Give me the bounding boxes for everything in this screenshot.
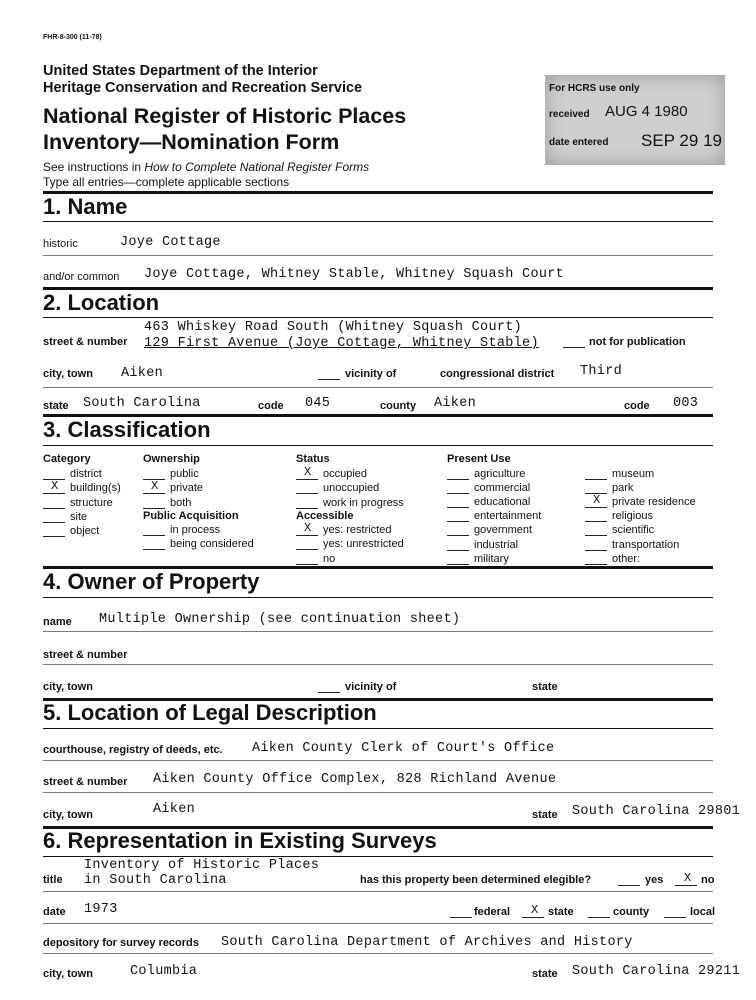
use1-option-3: entertainment — [474, 510, 542, 523]
survey-title-line-1[interactable]: Inventory of Historic Places — [84, 858, 320, 873]
category-checkbox-2[interactable] — [43, 508, 65, 509]
courthouse-label: courthouse, registry of deeds, etc. — [43, 744, 223, 756]
legal-state[interactable]: South Carolina 29801 — [572, 804, 741, 819]
divider — [43, 445, 713, 446]
survey-title-line-2[interactable]: in South Carolina — [84, 873, 227, 888]
status-option-2: work in progress — [323, 496, 404, 509]
acquisition-option-0: in process — [170, 524, 221, 536]
county-label: county — [380, 400, 417, 412]
acquisition-checkbox-0[interactable] — [143, 535, 165, 536]
accessible-mark-0: X — [304, 521, 312, 535]
divider — [43, 664, 713, 665]
survey-city[interactable]: Columbia — [130, 964, 198, 979]
code-label: code — [258, 400, 284, 412]
survey-date[interactable]: 1973 — [84, 902, 118, 917]
hcrs-use-stamp — [545, 75, 725, 165]
category-heading: Category — [43, 453, 91, 465]
divider — [43, 387, 713, 388]
city-town-label: city, town — [43, 368, 93, 380]
survey-date-label: date — [43, 906, 66, 918]
section-5-heading: 5. Location of Legal Description — [43, 700, 377, 725]
divider — [43, 923, 713, 924]
accessible-checkbox-2[interactable] — [296, 564, 318, 565]
acquisition-checkbox-1[interactable] — [143, 549, 165, 550]
divider — [43, 255, 713, 256]
survey-city-label: city, town — [43, 968, 93, 980]
section-3-heading: 3. Classification — [43, 417, 211, 442]
county-code[interactable]: 003 — [673, 396, 699, 411]
legal-city[interactable]: Aiken — [153, 802, 196, 817]
ownership-checkbox-1[interactable] — [143, 493, 165, 494]
vicinity-blank[interactable] — [318, 379, 340, 380]
common-name-label: and/or common — [43, 271, 120, 283]
ownership-option-1: private — [170, 482, 204, 495]
accessible-checkbox-0[interactable] — [296, 535, 318, 536]
form-title-line-1: National Register of Historic Places — [43, 104, 407, 128]
survey-state-label: state — [532, 968, 558, 980]
congressional-district-label: congressional district — [440, 368, 555, 380]
instructions-line-2: Type all entries—complete applicable sections — [43, 175, 290, 189]
accessible-option-0: yes: restricted — [323, 524, 392, 536]
federal-label: federal — [474, 906, 511, 918]
category-option-4: object — [70, 525, 100, 538]
divider — [43, 760, 713, 761]
accessible-option-1: yes: unrestricted — [323, 538, 404, 551]
legal-street-label: street & number — [43, 776, 128, 788]
category-checkbox-4[interactable] — [43, 536, 65, 537]
street-number-label: street & number — [43, 336, 128, 348]
present-use-heading: Present Use — [447, 453, 511, 465]
accessible-option-2: no — [323, 552, 336, 565]
owner-vicinity-blank[interactable] — [318, 692, 340, 693]
use2-checkbox-2[interactable] — [585, 507, 607, 508]
section-1-heading: 1. Name — [43, 194, 128, 219]
use2-checkbox-6[interactable] — [585, 564, 607, 565]
form-code: FHR-8-300 (11-78) — [43, 34, 102, 41]
category-option-2: structure — [70, 496, 113, 509]
category-option-1: building(s) — [70, 482, 121, 495]
stamp-received-label: received — [549, 109, 590, 120]
divider — [43, 891, 713, 892]
use2-option-3: religious — [612, 510, 653, 523]
use1-option-6: military — [474, 552, 509, 565]
use1-option-5: industrial — [474, 538, 519, 551]
use2-mark-2: X — [593, 493, 601, 508]
depository[interactable]: South Carolina Department of Archives and History — [221, 935, 633, 950]
use1-checkbox-2[interactable] — [447, 507, 469, 508]
ownership-heading: Ownership — [143, 453, 200, 465]
owner-city-label: city, town — [43, 681, 93, 693]
historic-name[interactable]: Joye Cottage — [120, 235, 221, 250]
acquisition-option-1: being considered — [170, 538, 254, 551]
eligible-yes-blank[interactable] — [618, 885, 640, 886]
divider — [43, 792, 713, 793]
county-survey-blank[interactable] — [588, 917, 610, 918]
instructions-line-1: See instructions in How to Complete National Register Forms — [43, 160, 370, 174]
use1-checkbox-0[interactable] — [447, 479, 469, 480]
category-mark-1: X — [51, 479, 59, 494]
divider — [43, 728, 713, 729]
owner-vicinity-label: vicinity of — [345, 681, 397, 693]
stamp-line-1: For HCRS use only — [549, 83, 640, 94]
stamp-received-date: AUG 4 1980 — [605, 103, 688, 120]
legal-city-label: city, town — [43, 809, 93, 821]
status-checkbox-1[interactable] — [296, 493, 318, 494]
category-checkbox-3[interactable] — [43, 522, 65, 523]
status-heading: Status — [296, 453, 330, 465]
owner-name[interactable]: Multiple Ownership (see continuation sheet) — [99, 612, 461, 627]
state[interactable]: South Carolina — [83, 396, 201, 411]
local-survey-label: local — [690, 906, 716, 918]
vicinity-label: vicinity of — [345, 368, 397, 380]
owner-street-label: street & number — [43, 649, 128, 661]
use2-option-6: other: — [612, 552, 641, 565]
street-line-1[interactable]: 463 Whiskey Road South (Whitney Squash Court) — [144, 320, 523, 335]
use2-option-0: museum — [612, 468, 655, 480]
divider — [43, 317, 713, 318]
category-checkbox-1[interactable] — [43, 493, 65, 494]
use1-checkbox-6[interactable] — [447, 564, 469, 565]
eligible-no-label: no — [701, 874, 715, 886]
use1-checkbox-3[interactable] — [447, 521, 469, 522]
local-survey-blank[interactable] — [664, 917, 686, 918]
federal-blank[interactable] — [450, 917, 472, 918]
divider — [43, 856, 713, 857]
status-checkbox-0[interactable] — [296, 479, 318, 480]
legal-state-label: state — [532, 809, 558, 821]
county-code-label: code — [624, 400, 650, 412]
ownership-option-0: public — [170, 468, 199, 480]
form-title-line-2: Inventory—Nomination Form — [43, 130, 340, 154]
section-2-heading: 2. Location — [43, 290, 160, 315]
use2-checkbox-0[interactable] — [585, 479, 607, 480]
common-name[interactable]: Joye Cottage, Whitney Stable, Whitney Squash Court — [144, 267, 565, 282]
divider — [43, 191, 713, 194]
divider — [43, 597, 713, 598]
county[interactable]: Aiken — [434, 396, 477, 411]
agency-line-1: United States Department of the Interior — [43, 63, 318, 79]
status-option-0: occupied — [323, 468, 368, 480]
stamp-entered-date: SEP 29 19 — [641, 131, 722, 150]
eligible-yes-label: yes — [645, 874, 664, 886]
use1-checkbox-1[interactable] — [447, 493, 469, 494]
use1-option-4: government — [474, 524, 533, 537]
status-checkbox-2[interactable] — [296, 508, 318, 509]
status-mark-0: X — [304, 465, 312, 479]
courthouse[interactable]: Aiken County Clerk of Court's Office — [252, 741, 555, 756]
state-label: state — [43, 400, 69, 412]
not-for-publication-blank[interactable] — [563, 347, 585, 348]
state-survey-mark: X — [531, 903, 539, 917]
congressional-district[interactable]: Third — [580, 364, 623, 379]
state-survey-label: state — [548, 906, 574, 918]
eligible-no-blank[interactable] — [675, 885, 697, 886]
state-survey-blank[interactable] — [522, 917, 544, 918]
eligible-no-mark: X — [684, 871, 692, 885]
not-for-publication-label: not for publication — [589, 336, 686, 348]
divider — [43, 631, 713, 632]
owner-name-label: name — [43, 616, 72, 628]
use1-checkbox-5[interactable] — [447, 550, 469, 551]
city-town[interactable]: Aiken — [121, 366, 164, 381]
historic-label: historic — [43, 238, 78, 250]
section-4-heading: 4. Owner of Property — [43, 569, 260, 594]
ownership-mark-1: X — [151, 479, 159, 494]
use1-checkbox-4[interactable] — [447, 535, 469, 536]
use2-checkbox-4[interactable] — [585, 535, 607, 536]
ownership-checkbox-2[interactable] — [143, 508, 165, 509]
survey-title-label: title — [43, 874, 63, 886]
divider — [43, 221, 713, 222]
survey-state[interactable]: South Carolina 29211 — [572, 964, 741, 979]
status-option-1: unoccupied — [323, 482, 380, 495]
use2-option-5: transportation — [612, 538, 680, 551]
use2-option-4: scientific — [612, 524, 655, 537]
accessible-heading: Accessible — [296, 510, 354, 522]
agency-line-2: Heritage Conservation and Recreation Service — [43, 80, 363, 96]
use1-option-0: agriculture — [474, 468, 526, 480]
accessible-checkbox-1[interactable] — [296, 549, 318, 550]
state-code[interactable]: 045 — [305, 396, 331, 411]
use2-checkbox-3[interactable] — [585, 521, 607, 522]
legal-street[interactable]: Aiken County Office Complex, 828 Richland Avenue — [153, 772, 557, 787]
section-6-heading: 6. Representation in Existing Surveys — [43, 828, 437, 853]
county-survey-label: county — [613, 906, 650, 918]
stamp-entered-label: date entered — [549, 137, 609, 148]
divider — [43, 953, 713, 954]
use2-checkbox-5[interactable] — [585, 550, 607, 551]
depository-label: depository for survey records — [43, 937, 199, 949]
eligibility-question: has this property been determined elegible? — [360, 874, 592, 886]
public-acquisition-heading: Public Acquisition — [143, 510, 239, 522]
category-option-0: district — [70, 468, 102, 480]
ownership-option-2: both — [170, 496, 192, 509]
use1-option-2: educational — [474, 496, 531, 509]
owner-state-label: state — [532, 681, 558, 693]
use2-option-1: park — [612, 482, 634, 495]
use2-option-2: private residence — [612, 496, 696, 509]
street-line-2[interactable]: 129 First Avenue (Joye Cottage, Whitney Stable) — [144, 336, 539, 351]
use1-option-1: commercial — [474, 482, 531, 495]
category-option-3: site — [70, 510, 88, 523]
